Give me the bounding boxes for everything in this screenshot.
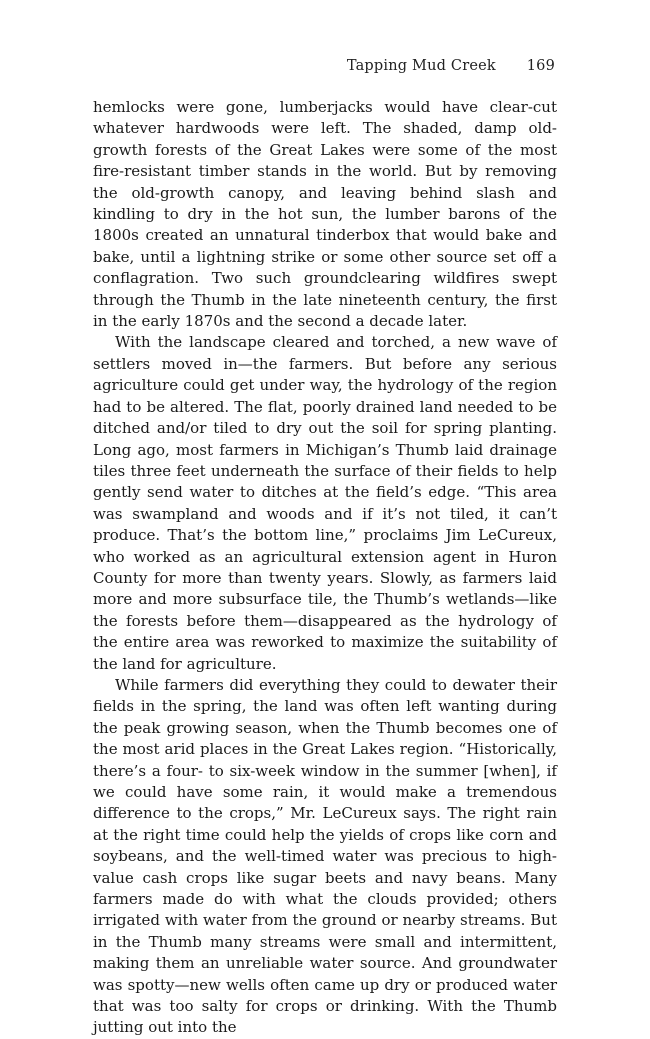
running-head xyxy=(347,58,555,74)
running-title: Tapping Mud Creek xyxy=(346,58,496,74)
page-number: 169 xyxy=(526,58,555,74)
paragraph-3: While farmers did everything they could to dewater their fields in the spring, the land was often left wanting during the peak growing season, when the Thumb becomes one of the most arid places in the Great Lakes region. “Historically, there’s a four- to six-week window in the summer [when], if we could have some rain, it would make a tremendous difference to the crops,” Mr. LeCureux says. The right rain at the right time could help the yields of crops like corn and soybeans, and the well-timed water was precious to high-value cash crops like sugar beets and navy beans. Many farmers made do with what the clouds provided; others irrigated with water from the ground or nearby streams. But in the Thumb many streams were small and intermittent, making them an unreliable water source. And groundwater was spotty—new wells often came up dry or produced water that was too salty for crops or drinking. With the Thumb jutting out into the xyxy=(93,675,557,1037)
body-text xyxy=(93,97,557,1039)
paragraph-1: hemlocks were gone, lumberjacks would have clear-cut whatever hardwoods were left. The shaded, damp old-growth forests of the Great Lakes were some of the most fire-resistant timber stands in the world. But by removing the old-growth canopy, and leaving behind slash and kindling to dry in the hot sun, the lumber barons of the 1800s created an unnatural tinderbox that would bake and bake, until a lightning strike or some other source set off a conflagration. Two such groundclearing wildfires swept through the Thumb in the late nineteenth century, the first in the early 1870s and the second a decade later. xyxy=(93,98,557,331)
paragraph-2: With the landscape cleared and torched, a new wave of settlers moved in—the farmers. But before any serious agriculture could get under way, the hydrology of the region had to be altered. The flat, poorly drained land needed to be ditched and/or tiled to dry out the soil for spring planting. Long ago, most farmers in Michigan’s Thumb laid drainage tiles three feet underneath the surface of their fields to help gently send water to ditches at the field’s edge. “This area was swampland and woods and if it’s not tiled, it can’t produce. That’s the bottom line,” proclaims Jim LeCureux, who worked as an agricultural extension agent in Huron County for more than twenty years. Slowly, as farmers laid more and more subsurface tile, the Thumb’s wetlands—like the forests before them—disappeared as the hydrology of the entire area was reworked to maximize the suitability of the land for agriculture. xyxy=(93,333,557,673)
